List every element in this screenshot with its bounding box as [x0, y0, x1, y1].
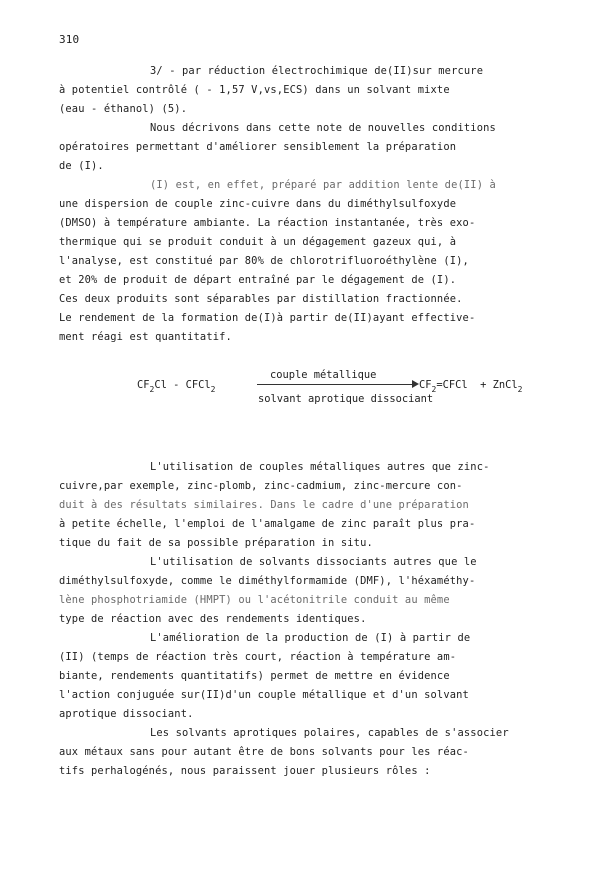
text-line: L'utilisation de couples métalliques autres que zinc-	[150, 461, 490, 473]
text-line: aux métaux sans pour autant être de bons solvants pour les réac-	[59, 746, 469, 758]
text-line: 3/ - par réduction électrochimique de(II)sur mercure	[150, 65, 484, 77]
text-line: l'action conjuguée sur(II)d'un couple métallique et d'un solvant	[59, 689, 469, 701]
text-line: lène phosphotriamide (HMPT) ou l'acétonitrile conduit au même	[59, 594, 450, 606]
text-line: une dispersion de couple zinc-cuivre dans du diméthylsulfoxyde	[59, 198, 457, 210]
text-line: biante, rendements quantitatifs) permet de mettre en évidence	[59, 670, 450, 682]
reactant: $CF_2Cl$ - CFCl$_2$	[137, 379, 216, 394]
text-line: tique du fait de sa possible préparation in situ.	[59, 537, 373, 549]
text-line: l'analyse, est constitué par 80% de chlorotrifluoroéthylène (I),	[59, 255, 469, 267]
reaction-arrowhead	[412, 380, 419, 388]
arrow-label-below: solvant aprotique dissociant	[258, 393, 434, 405]
text-line: thermique qui se produit conduit à un dégagement gazeux qui, à	[59, 236, 457, 248]
text-line: à potentiel contrôlé ( - 1,57 V,vs,ECS) dans un solvant mixte	[59, 84, 450, 96]
text-line: (eau - éthanol) (5).	[59, 103, 188, 115]
reaction-arrow	[257, 384, 415, 385]
text-line: aprotique dissociant.	[59, 708, 194, 720]
text-line: Le rendement de la formation de(I)à partir de(II)ayant effective-	[59, 312, 476, 324]
text-line: opératoires permettant d'améliorer sensiblement la préparation	[59, 141, 457, 153]
text-line: (I) est, en effet, préparé par addition lente de(II) à	[150, 179, 496, 191]
text-line: à petite échelle, l'emploi de l'amalgame de zinc paraît plus pra-	[59, 518, 476, 530]
text-line: ment réagi est quantitatif.	[59, 331, 232, 343]
text-line: L'amélioration de la production de (I) à partir de	[150, 632, 471, 644]
page-number: 310	[59, 33, 80, 46]
text-line: Nous décrivons dans cette note de nouvelles conditions	[150, 122, 496, 134]
text-line: diméthylsulfoxyde, comme le diméthylformamide (DMF), l'héxaméthy-	[59, 575, 476, 587]
text-line: cuivre,par exemple, zinc-plomb, zinc-cadmium, zinc-mercure con-	[59, 480, 463, 492]
text-line: duit à des résultats similaires. Dans le cadre d'une préparation	[59, 499, 469, 511]
text-line: Ces deux produits sont séparables par distillation fractionnée.	[59, 293, 463, 305]
text-line: Les solvants aprotiques polaires, capables de s'associer	[150, 727, 509, 739]
text-line: (II) (temps de réaction très court, réaction à température am-	[59, 651, 457, 663]
arrow-label-above: couple métallique	[270, 369, 377, 381]
text-line: type de réaction avec des rendements identiques.	[59, 613, 367, 625]
text-line: de (I).	[59, 160, 104, 172]
text-line: L'utilisation de solvants dissociants autres que le	[150, 556, 477, 568]
product: $CF_2=CFCl$ + ZnCl$_2$	[419, 379, 523, 394]
text-line: et 20% de produit de départ entraîné par le dégagement de (I).	[59, 274, 457, 286]
text-line: (DMSO) à température ambiante. La réaction instantanée, très exo-	[59, 217, 476, 229]
text-line: tifs perhalogénés, nous paraissent jouer plusieurs rôles :	[59, 765, 431, 777]
